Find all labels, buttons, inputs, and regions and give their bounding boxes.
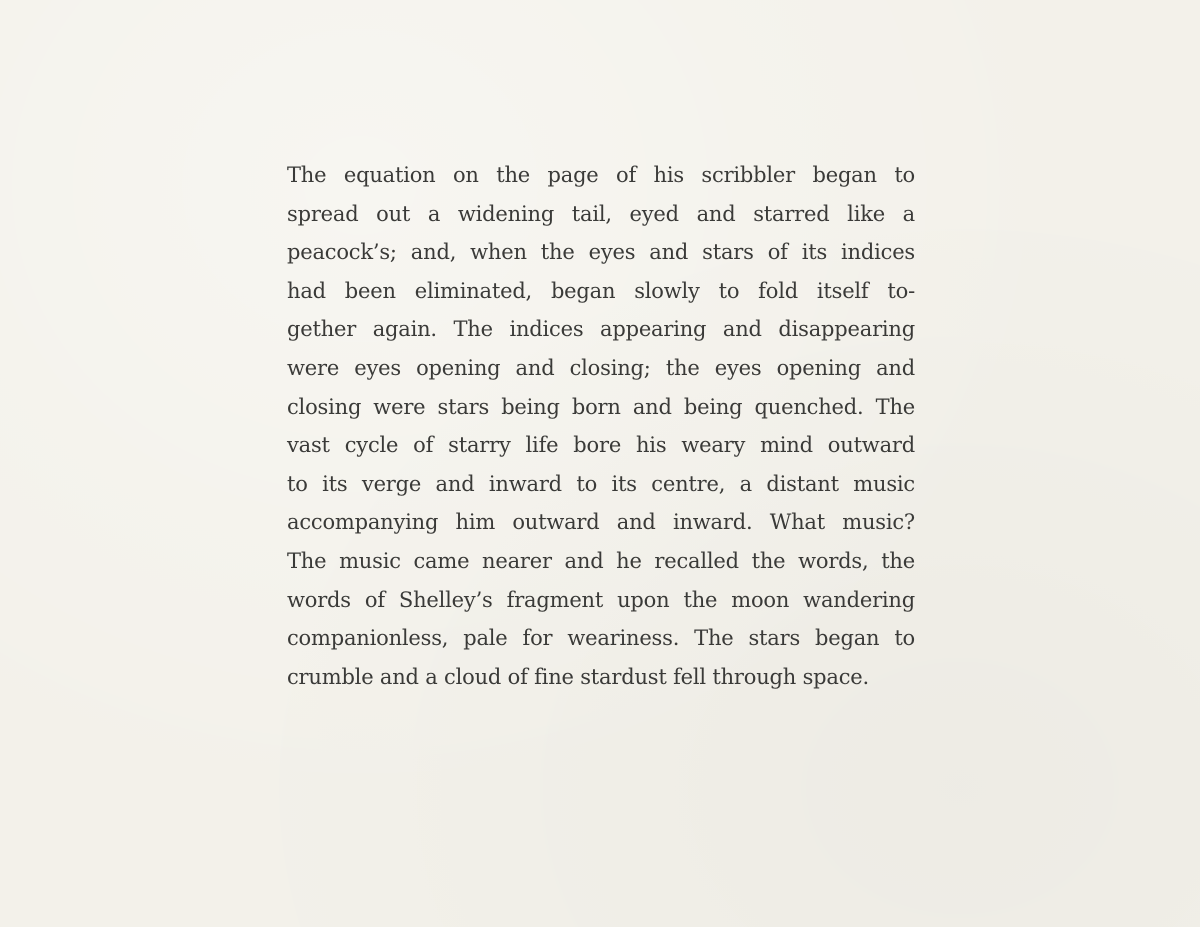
passage-line: had been eliminated, began slowly to fold itself to-	[287, 278, 915, 303]
passage-text	[287, 156, 915, 696]
passage-line: to its verge and inward to its centre, a distant music	[287, 471, 915, 496]
passage-line: The music came nearer and he recalled the words, the	[287, 548, 915, 573]
passage-line: The equation on the page of his scribbler began to	[287, 163, 915, 187]
passage-line: vast cycle of starry life bore his weary mind outward	[287, 433, 915, 458]
passage-line: were eyes opening and closing; the eyes opening and	[287, 355, 915, 380]
passage-line: companionless, pale for weariness. The stars began to	[287, 626, 915, 651]
passage-line: accompanying him outward and inward. What music?	[287, 510, 915, 535]
passage-line: peacock’s; and, when the eyes and stars of its indices	[287, 240, 915, 265]
passage-line: words of Shelley’s fragment upon the moon wandering	[287, 587, 915, 612]
passage-line: gether again. The indices appearing and disappearing	[287, 317, 915, 342]
passage-line: spread out a widening tail, eyed and starred like a	[287, 201, 915, 226]
passage-line: crumble and a cloud of fine stardust fell through space.	[287, 664, 869, 689]
passage-line: closing were stars being born and being quenched. The	[287, 394, 915, 419]
